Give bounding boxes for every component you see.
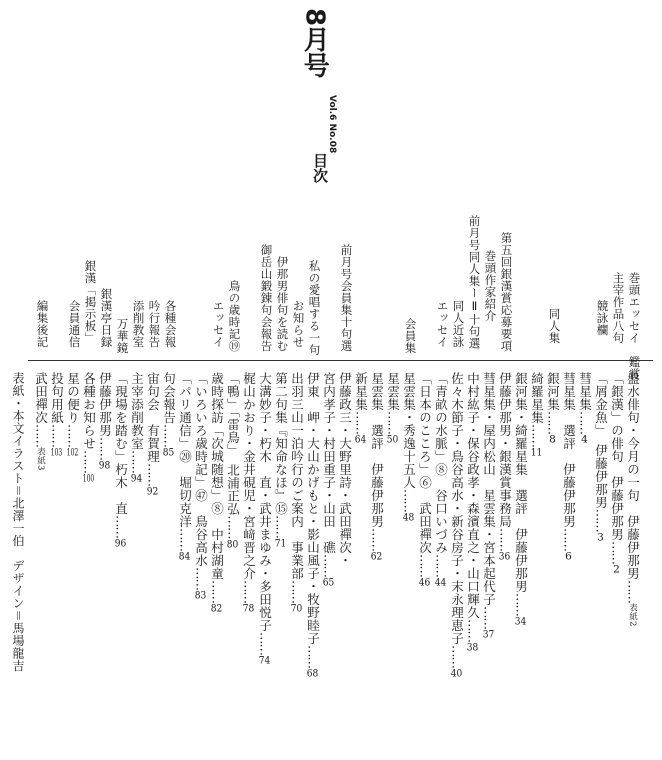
toc-entry: 星雲集 選評 伊藤伊那男……62 xyxy=(369,372,385,562)
toc-entry: 「いろいろ歳時記」㊼ 鳥谷高水……83 xyxy=(193,372,209,601)
section-heading: 同人集 xyxy=(547,308,562,344)
section-heading: お知らせ xyxy=(291,300,306,348)
toc-entry: 彗星集 選評 伊藤伊那男……6 xyxy=(561,372,577,562)
section-heading: 同人近詠 xyxy=(451,300,466,348)
toc-entry: 出羽三山一泊吟行のご案内 事業部……70 xyxy=(289,372,305,614)
toc-entry: 宮内孝子・村田重子・山田 礁……65 xyxy=(321,372,337,588)
section-heading: 前月号同人集ーⅡ十句選 xyxy=(467,215,482,350)
page-title: 8月号 xyxy=(299,8,330,79)
toc-entry: 武田禪次……表紙3 xyxy=(33,372,49,471)
divider-rule xyxy=(28,360,653,361)
section-heading: 会員通信 xyxy=(67,300,82,348)
section-heading: 御岳山鍛錬句会報告 xyxy=(259,244,274,352)
section-heading: 鳥の歳時記⑲ xyxy=(227,280,242,352)
toc-entry: 伊藤伊那男……98 xyxy=(97,372,113,471)
toc-entry: 佐々木節子・鳥谷高水・新谷房子・末永理恵子……40 xyxy=(449,372,465,679)
toc-entry: 伊藤伊那男・銀漢賞事務局……36 xyxy=(497,372,513,562)
section-heading: 万華鏡 xyxy=(115,318,130,354)
toc-entry: 新星集……64 xyxy=(353,372,369,445)
toc-entry: 銀河集……8 xyxy=(545,372,561,445)
section-heading: 前月号会員集十句選 xyxy=(339,244,354,352)
toc-entry: 投句用紙……103 xyxy=(49,372,65,458)
toc-entry: 歳時探訪「次城随想」⑧ 中村湖童……82 xyxy=(209,372,225,614)
toc-entry: 彗星集・屋内松山 星雲集・宮本起代子……37 xyxy=(481,372,497,640)
section-heading: 巻頭作家紹介 xyxy=(483,250,498,322)
section-heading: エッセイ xyxy=(211,300,226,348)
toc-entry: 主宰添削教室……94 xyxy=(129,372,145,484)
toc-entry: 星の便り……102 xyxy=(65,372,81,458)
toc-entry: 銀河集・綺羅星集 選評 伊藤伊那男……34 xyxy=(513,372,529,627)
toc-entry: 大溝妙子・朽木 直・武井まゆみ・多田悦子……74 xyxy=(257,372,273,666)
toc-entry: 「銀漢」の俳句 伊藤伊那男……2 xyxy=(609,372,625,575)
section-heading: 主宰作品八句 xyxy=(611,272,626,344)
section-heading: 各種会報 xyxy=(163,300,178,348)
section-heading: 伊那男俳句を読む xyxy=(275,256,290,352)
toc-entry: 梶山かおり・金井硯児・宮﨑晋之介……78 xyxy=(241,372,257,614)
toc-entry: 「パリ通信」⑳ 堀切克洋……84 xyxy=(177,372,193,562)
section-heading: 銀漢亭日録 xyxy=(99,288,114,348)
toc-entry: 伊藤政三・大野里詩・武田禪次・ xyxy=(337,372,353,567)
section-heading: 銀漢「掲示板」 xyxy=(83,260,98,344)
toc-entry: 「屑金魚」 伊藤伊那男……3 xyxy=(593,372,609,543)
contents-heading: 目次 xyxy=(311,153,329,183)
toc-entry: 各種お知らせ……100 xyxy=(81,372,97,484)
toc-entry: 「日本のこころ」⑥ 武田禪次……46 xyxy=(417,372,433,588)
toc-entry: 星雲集……50 xyxy=(385,372,401,445)
section-heading: 添削教室 xyxy=(131,300,146,348)
section-heading: 巻頭エッセイ 鑑賞 xyxy=(627,272,642,380)
section-heading: 私の愛唱する一句 xyxy=(307,260,322,356)
section-heading: 競詠欄 xyxy=(595,300,610,336)
toc-entry: 中村紘子・保谷政孝・森濱直之・山口輝久……38 xyxy=(465,372,481,653)
toc-entry: 彗星集……4 xyxy=(577,372,593,445)
toc-entry: 宙句会 有賀理……92 xyxy=(145,372,161,497)
toc-entry: 第二句集『知命なほ』⑮……71 xyxy=(273,372,289,549)
toc-entry: 盤水俳句・今月の一句 伊藤伊那男……表紙2 xyxy=(625,372,641,627)
toc-entry: 「青畝の水脈」⑧ 谷口いづみ……44 xyxy=(433,372,449,588)
section-heading: 吟行報告 xyxy=(147,300,162,348)
section-heading: エッセイ xyxy=(435,300,450,348)
volume-number: Vol.6 No.08 xyxy=(327,95,337,154)
credits-line: 表紙・本文イラスト＝北澤一伯 デザイン＝馬場龍吉 xyxy=(11,372,25,673)
toc-entry: 「鴨」「雷鳥」 北浦正弘……80 xyxy=(225,372,241,549)
toc-entry: 伊東 岬・大山かげもと・影山風子・牧野睦子……68 xyxy=(305,372,321,679)
section-heading: 会員集 xyxy=(403,318,418,354)
section-heading: 第五回銀漢賞応募要項 xyxy=(499,232,514,352)
toc-entry: 「現場を踏む」朽木 直……96 xyxy=(113,372,129,549)
toc-entry: 星雲集・秀逸十五人……48 xyxy=(401,372,417,523)
section-heading: 編集後記 xyxy=(35,300,50,348)
toc-entry: 句会報告……85 xyxy=(161,372,177,458)
toc-entry: 綺羅星集……11 xyxy=(529,372,545,458)
